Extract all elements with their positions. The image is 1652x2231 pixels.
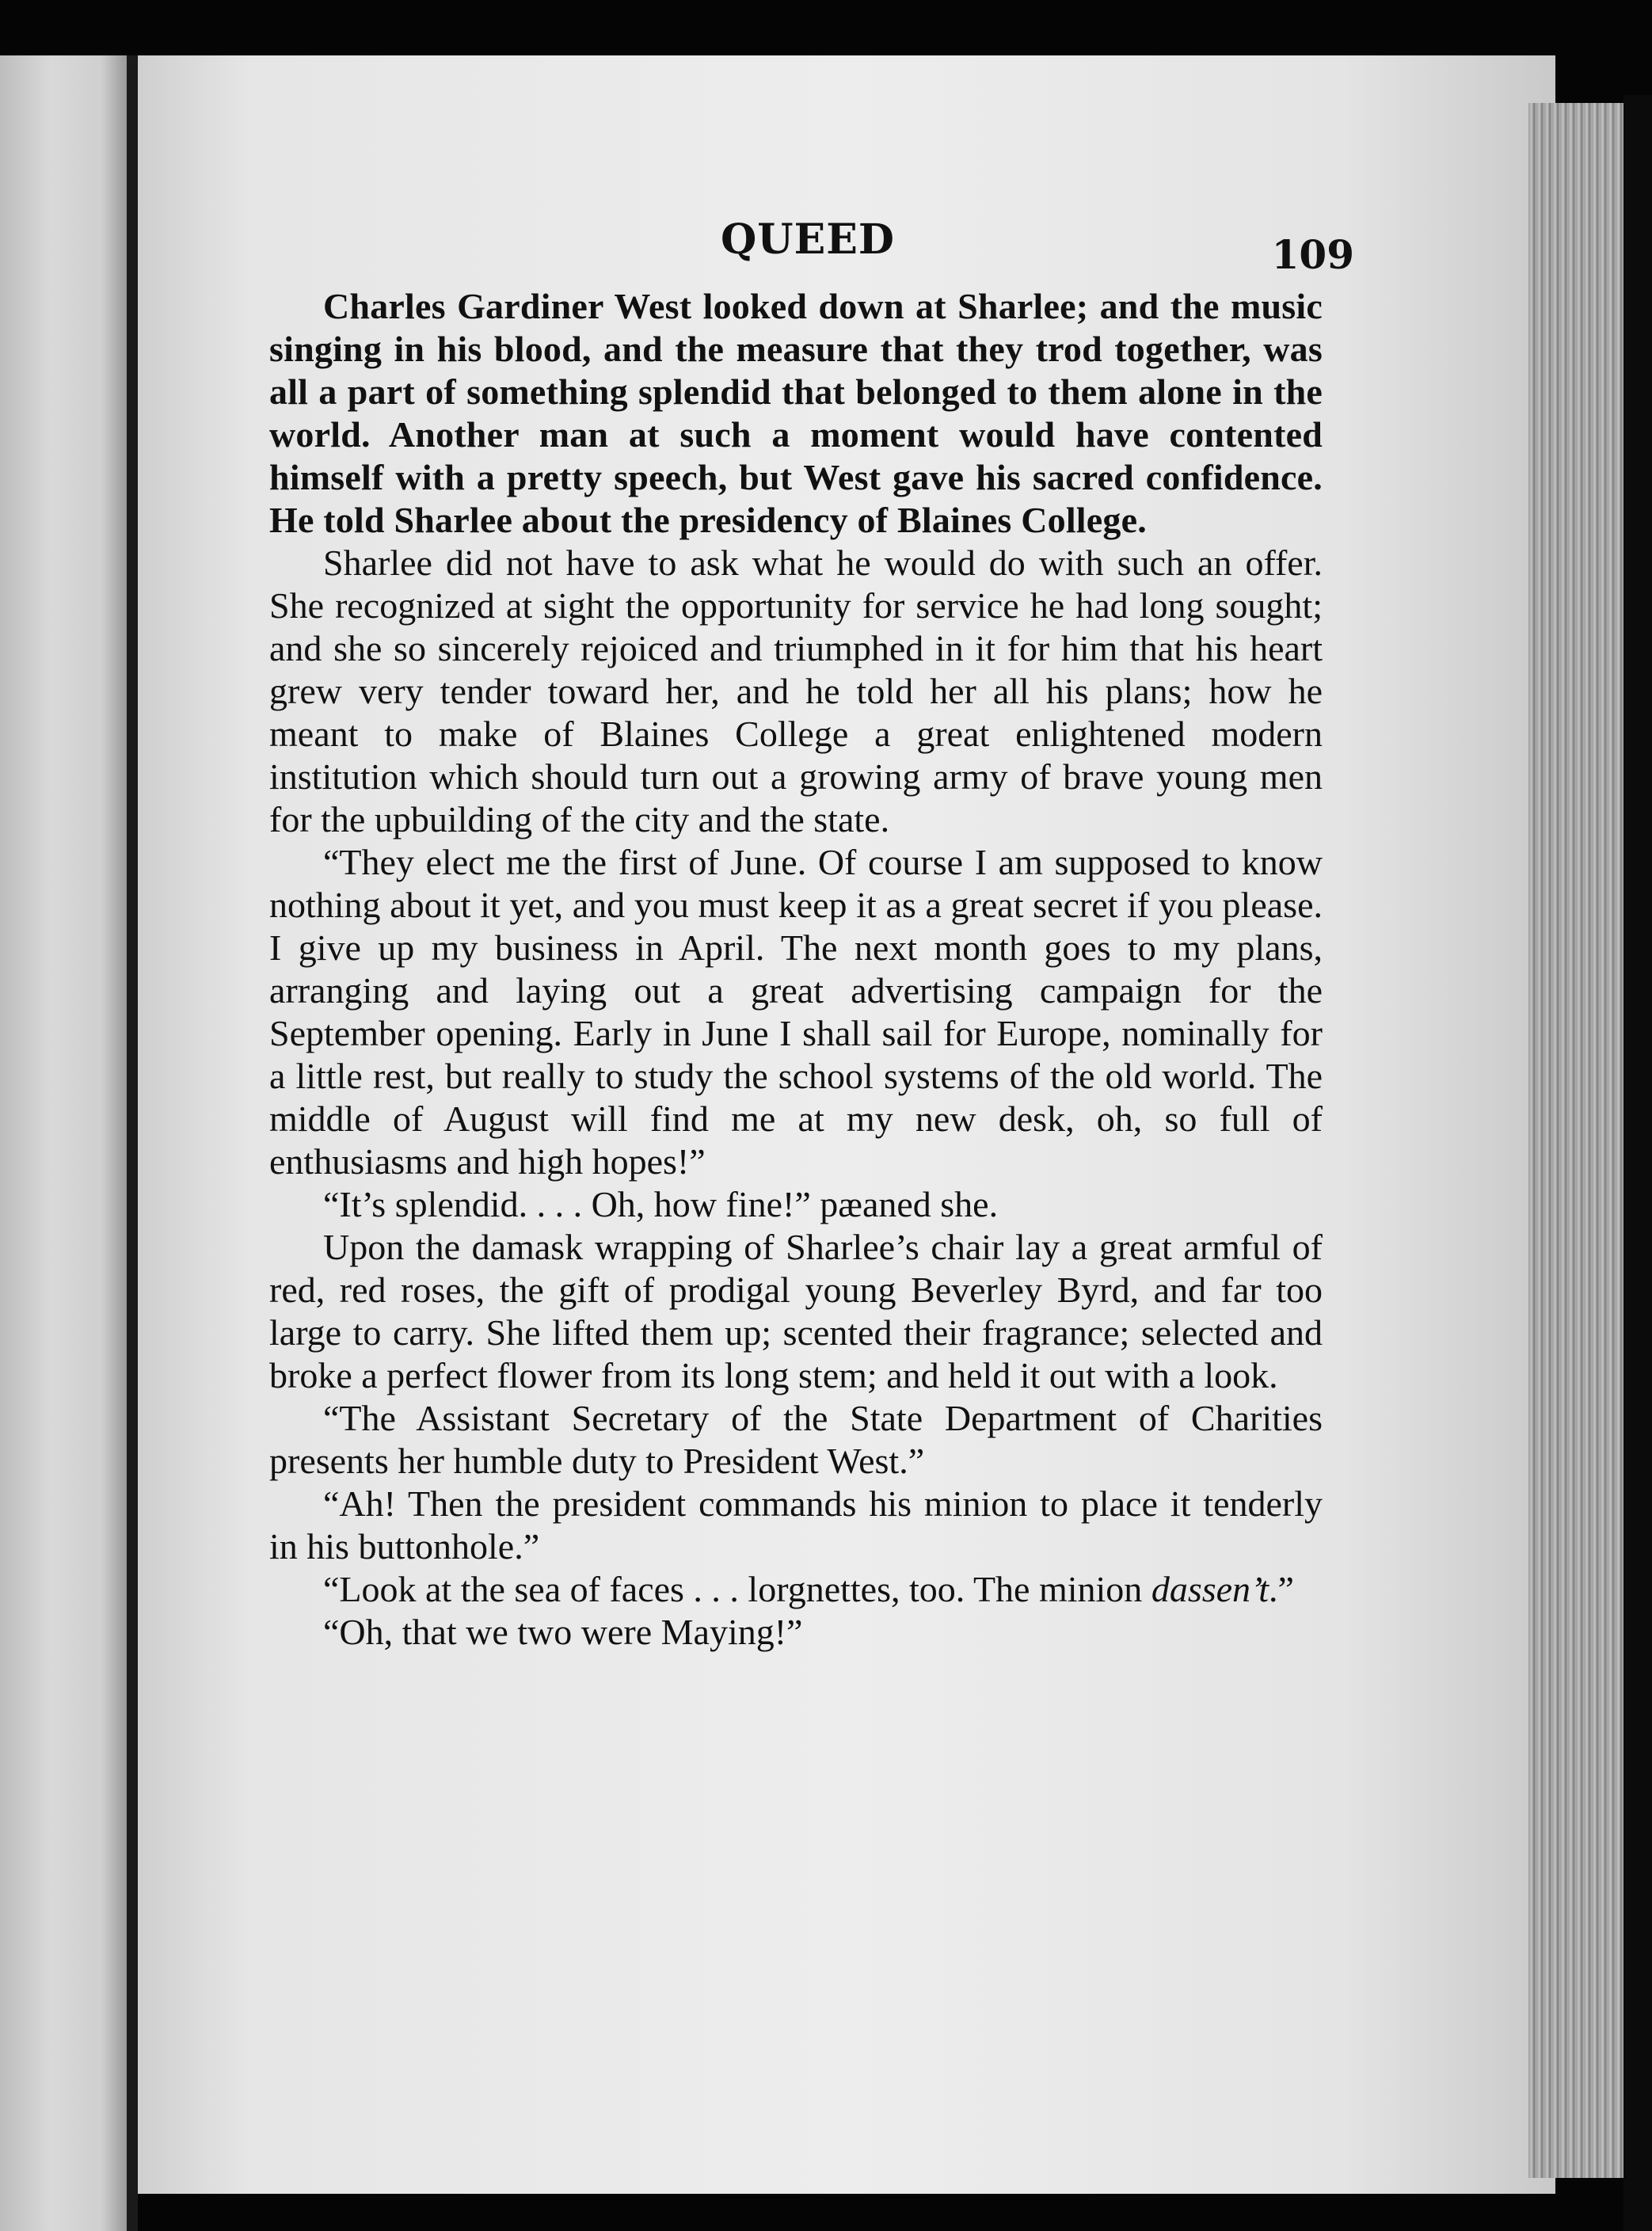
page-number: 109 (1271, 231, 1354, 278)
paragraph: “They elect me the first of June. Of course I am supposed to know nothing about it yet, and you must keep it as a great secret if you please. I give up my business in April. The next month goes to my plans, arranging and laying out a great advertising campaign for the September opening. Early in June I shall sail for Europe, nominally for a little rest, but really to study the school systems of the old world. The middle of August will find me at my new desk, oh, so full of enthusiasms and high hopes!” (269, 842, 1323, 1182)
binding-gutter (127, 55, 138, 2231)
paragraph: “The Assistant Secretary of the State Department of Charities presents her humble duty to President West.” (269, 1398, 1323, 1481)
paragraph (269, 1568, 1323, 1611)
paragraph-text: .” (1269, 1569, 1294, 1609)
previous-page-edge (0, 55, 127, 2231)
paragraph: “Ah! Then the president commands his minion to place it tenderly in his buttonhole.” (269, 1483, 1323, 1567)
paragraph: “It’s splendid. . . . Oh, how fine!” pæaned she. (323, 1184, 999, 1224)
paragraph: “Oh, that we two were Maying!” (323, 1612, 803, 1652)
paragraph-text: “Look at the sea of faces . . . lorgnettes, too. The minion (323, 1569, 1151, 1609)
page-edge-shadow (1623, 95, 1652, 2231)
italic-word: dassen’t (1151, 1569, 1269, 1609)
paragraph: Upon the damask wrapping of Sharlee’s chair lay a great armful of red, red roses, the gift of prodigal young Beverley Byrd, and far too large to carry. She lifted them up; scented their fragrance; selected and broke a perfect flower from its long stem; and held it out with a look. (269, 1227, 1323, 1395)
paragraph: Charles Gardiner West looked down at Sharlee; and the music singing in his blood, and the measure that they trod together, was all a part of something splendid that belonged to them alone in the world. Another man at such a moment would have contented himself with a pretty speech, but West gave his sacred confidence. He told Sharlee about the presidency of Blaines College. (269, 286, 1323, 540)
page-edges-stack (1528, 103, 1623, 2178)
paragraph: Sharlee did not have to ask what he would do with such an offer. She recognized at sight the opportunity for service he had long sought; and she so sincerely rejoiced and triumphed in it for him that his heart grew very tender toward her, and he told her all his plans; how he meant to make of Blaines College a great enlightened modern institution which should turn out a growing army of brave young men for the upbuilding of the city and the state. (269, 543, 1323, 839)
running-head: QUEED (720, 215, 895, 264)
body-text (269, 285, 1323, 1654)
